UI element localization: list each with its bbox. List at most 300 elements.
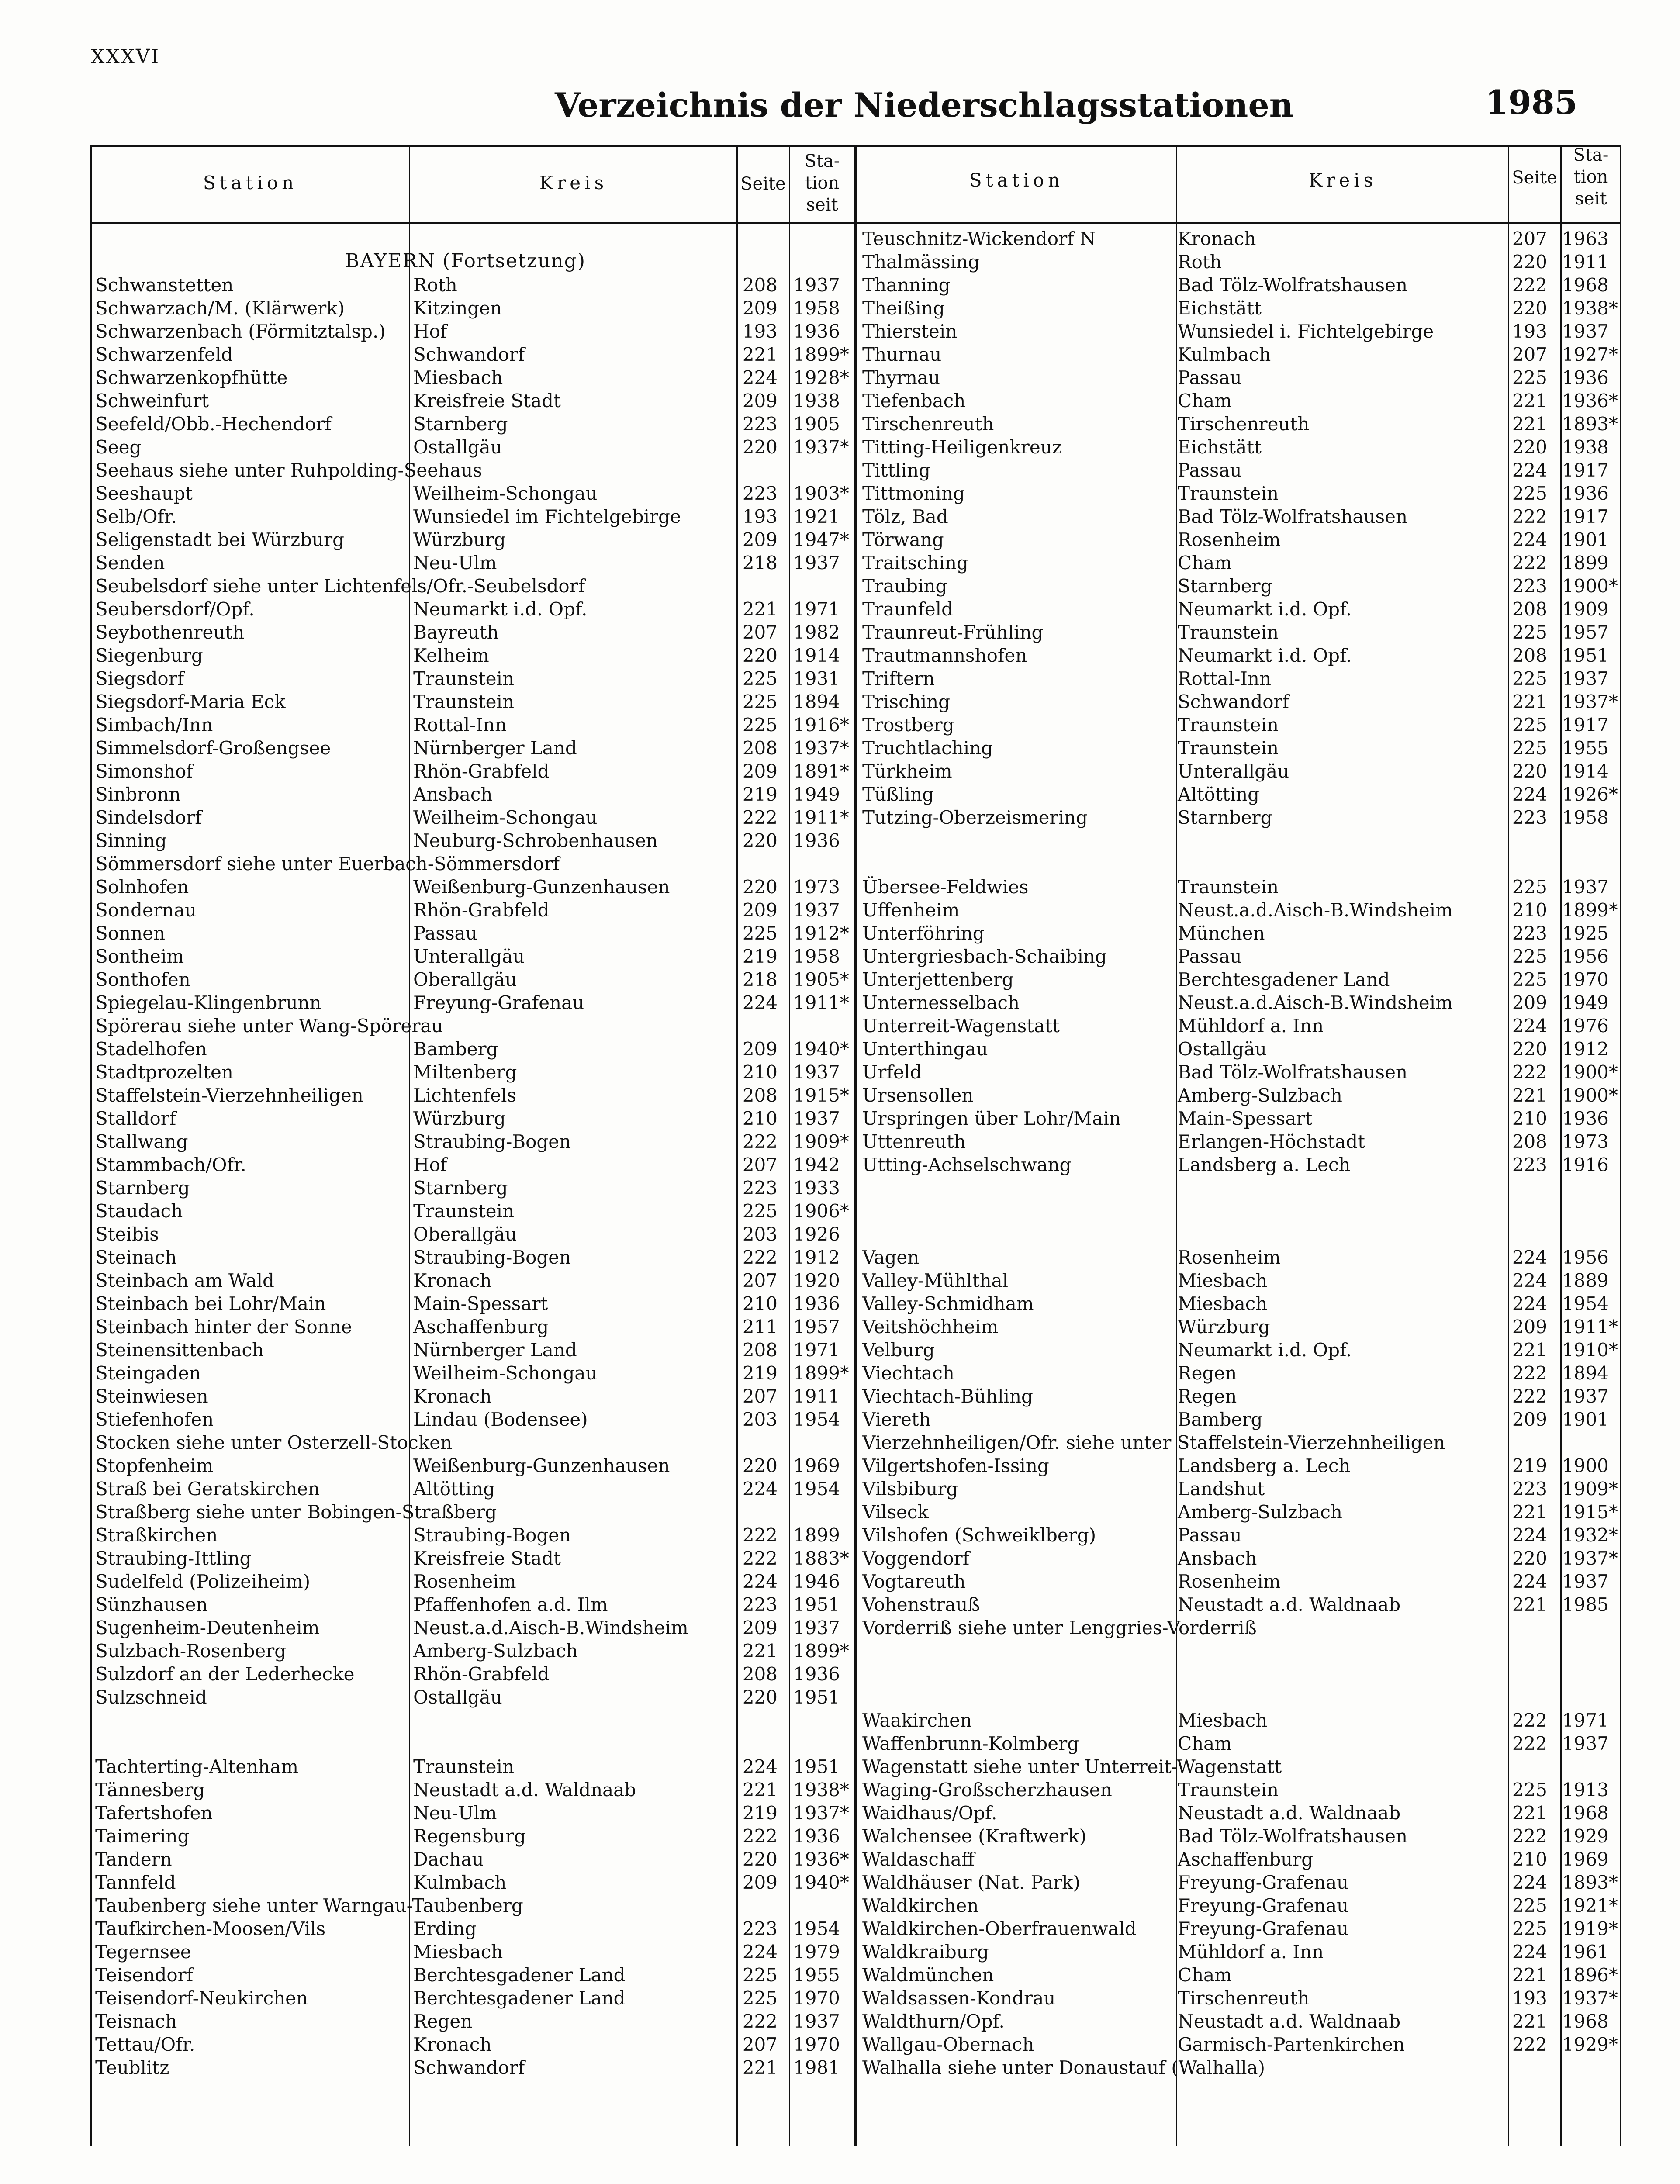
table-row: [95, 1801, 853, 1825]
page-ref: 222: [1512, 1733, 1547, 1754]
table-row: [862, 273, 1621, 297]
station-name: Schwanstetten: [95, 274, 234, 296]
table-row: [862, 1269, 1621, 1292]
station-name: Unterjettenberg: [862, 969, 1014, 990]
page-ref: 209: [1512, 1409, 1547, 1430]
page-ref: 193: [1512, 1987, 1547, 2009]
since-year: 1936*: [793, 1849, 849, 1870]
kreis-name: Neustadt a.d. Waldnaab: [1178, 2011, 1401, 2032]
kreis-name: Miesbach: [413, 367, 503, 388]
table-row: [862, 1709, 1621, 1732]
station-name: Tafertshofen: [95, 1802, 213, 1824]
kreis-name: Miesbach: [1178, 1710, 1268, 1731]
page-ref: 224: [742, 1941, 778, 1963]
table-row: [95, 1246, 853, 1269]
since-year: 1957: [793, 1316, 840, 1337]
kreis-name: Neumarkt i.d. Opf.: [413, 598, 588, 620]
table-row: [862, 459, 1621, 482]
kreis-name: Mühldorf a. Inn: [1178, 1015, 1324, 1037]
table-row: [95, 1570, 853, 1593]
since-year: 1893*: [1562, 1872, 1618, 1893]
since-year: 1969: [1562, 1849, 1609, 1870]
since-year: 1956: [1562, 946, 1609, 967]
station-name: Tännesberg: [95, 1779, 205, 1800]
since-year: 1891*: [793, 760, 849, 782]
station-name: Taufkirchen-Moosen/Vils: [95, 1918, 326, 1939]
table-row: [95, 783, 853, 806]
since-year: 1917: [1562, 714, 1609, 736]
station-name: Traunfeld: [862, 598, 953, 620]
table-row: [95, 1385, 853, 1408]
kreis-name: Freyung-Grafenau: [413, 992, 584, 1013]
since-year: 1973: [793, 876, 840, 898]
station-name: Straßkirchen: [95, 1524, 218, 1546]
kreis-name: Traunstein: [1178, 876, 1279, 898]
page-ref: 222: [1512, 1710, 1547, 1731]
since-year: 1937*: [793, 737, 849, 759]
since-year: 1921*: [1562, 1895, 1618, 1916]
since-year: 1958: [793, 946, 840, 967]
kreis-name: Freyung-Grafenau: [1178, 1895, 1349, 1916]
table-row: [862, 551, 1621, 574]
table-row: [95, 343, 853, 366]
page-ref: 225: [1512, 737, 1547, 759]
station-name: Sulzdorf an der Lederhecke: [95, 1663, 355, 1685]
station-name: Sinbronn: [95, 784, 181, 805]
page-ref: 225: [742, 691, 778, 712]
page-ref: 221: [1512, 1339, 1547, 1361]
table-row: [862, 1199, 1621, 1223]
since-year: 1942: [793, 1154, 840, 1175]
table-row: [95, 1084, 853, 1107]
page-ref: 224: [742, 367, 778, 388]
page-ref: 225: [742, 714, 778, 736]
since-year: 1949: [1562, 992, 1609, 1013]
station-name: Siegsdorf-Maria Eck: [95, 691, 286, 712]
table-row: [95, 1871, 853, 1894]
kreis-name: Neu-Ulm: [413, 552, 497, 574]
table-row: [862, 250, 1621, 273]
since-year: 1982: [793, 622, 840, 643]
kreis-name: Bad Tölz-Wolfratshausen: [1178, 1061, 1408, 1083]
station-name: Tandern: [95, 1849, 172, 1870]
since-year: 1937*: [1562, 1548, 1618, 1569]
station-name: Voggendorf: [862, 1548, 970, 1569]
since-year: 1915*: [793, 1085, 849, 1106]
since-year: 1937: [793, 1108, 840, 1129]
table-row: [95, 2056, 853, 2079]
table-row: [862, 1084, 1621, 1107]
page-ref: 224: [1512, 784, 1547, 805]
table-row: [95, 1269, 853, 1292]
table-row: [862, 1686, 1621, 1709]
header-seit-right: Sta- tion seit: [1573, 145, 1609, 209]
since-year: 1951: [793, 1686, 840, 1708]
since-year: 1929: [1562, 1825, 1609, 1847]
station-name: Traitsching: [862, 552, 968, 574]
since-year: 1901: [1562, 529, 1609, 550]
page-ref: 224: [1512, 460, 1547, 481]
kreis-name: Neust.a.d.Aisch-B.Windsheim: [1178, 992, 1453, 1013]
page-ref: 208: [742, 1339, 778, 1361]
table-row: [95, 297, 853, 320]
page-ref: 209: [742, 529, 778, 550]
kreis-name: Schwandorf: [1178, 691, 1289, 712]
kreis-name: Neustadt a.d. Waldnaab: [1178, 1594, 1401, 1615]
station-name: Steinbach am Wald: [95, 1270, 274, 1291]
table-row: [862, 2033, 1621, 2056]
page-ref: 193: [1512, 321, 1547, 342]
station-name: Sulzbach-Rosenberg: [95, 1640, 287, 1662]
page-ref: 221: [742, 598, 778, 620]
page-ref: 222: [1512, 1386, 1547, 1407]
since-year: 1951: [1562, 645, 1609, 666]
table-row: [95, 898, 853, 922]
page-ref: 220: [742, 645, 778, 666]
since-year: 1951: [793, 1594, 840, 1615]
table-row: [95, 574, 853, 598]
since-year: 1921: [793, 506, 840, 527]
station-name: Teisendorf: [95, 1964, 194, 1986]
page-ref: 224: [742, 1478, 778, 1500]
page-ref: 224: [742, 992, 778, 1013]
page-ref: 222: [742, 807, 778, 828]
station-name: Sömmersdorf siehe unter Euerbach-Sömmersdorf: [95, 853, 560, 874]
kreis-name: Landshut: [1178, 1478, 1265, 1500]
kreis-name: Amberg-Sulzbach: [413, 1640, 578, 1662]
since-year: 1937*: [793, 436, 849, 458]
kreis-name: Unterallgäu: [413, 946, 525, 967]
table-row: [95, 1107, 853, 1130]
table-row: [95, 1153, 853, 1176]
table-row: [862, 713, 1621, 736]
kreis-name: Traunstein: [413, 691, 514, 712]
table-row: [95, 875, 853, 898]
since-year: 1909*: [793, 1131, 849, 1152]
kreis-name: Traunstein: [1178, 714, 1279, 736]
since-year: 1981: [793, 2057, 840, 2078]
station-name: Vogtareuth: [862, 1571, 966, 1592]
page-ref: 219: [742, 784, 778, 805]
kreis-name: Weilheim-Schongau: [413, 807, 598, 828]
table-row: [862, 806, 1621, 829]
page-ref: 220: [1512, 251, 1547, 273]
page-ref: 221: [742, 2057, 778, 2078]
table-row: [862, 760, 1621, 783]
since-year: 1917: [1562, 506, 1609, 527]
since-year: 1899*: [1562, 899, 1618, 921]
table-row: [862, 1477, 1621, 1500]
since-year: 1938*: [793, 1779, 849, 1800]
table-row: [862, 1061, 1621, 1084]
table-row: [862, 1292, 1621, 1315]
table-row: [95, 829, 853, 852]
station-name: Teuschnitz-Wickendorf N: [862, 228, 1096, 249]
since-year: 1889: [1562, 1270, 1609, 1291]
kreis-name: Bamberg: [1178, 1409, 1263, 1430]
table-row: [95, 2010, 853, 2033]
page-ref: 225: [1512, 1895, 1547, 1916]
table-row: [862, 1778, 1621, 1801]
page-ref: 223: [1512, 575, 1547, 597]
table-row: [862, 667, 1621, 690]
kreis-name: Regen: [1178, 1386, 1237, 1407]
table-row: [862, 1917, 1621, 1940]
kreis-name: Neustadt a.d. Waldnaab: [1178, 1802, 1401, 1824]
station-name: Sonnen: [95, 923, 166, 944]
header-kreis-left: Kreis: [539, 172, 608, 194]
since-year: 1900: [1562, 1455, 1609, 1476]
table-row: [862, 320, 1621, 343]
since-year: 1883*: [793, 1548, 849, 1569]
page-ref: 193: [742, 506, 778, 527]
kreis-name: Roth: [413, 274, 457, 296]
table-row: [95, 435, 853, 459]
page-ref: 224: [1512, 1247, 1547, 1268]
station-name: Schwarzach/M. (Klärwerk): [95, 297, 345, 319]
since-year: 1900*: [1562, 1085, 1618, 1106]
page-ref: 224: [1512, 1270, 1547, 1291]
page-ref: 219: [742, 1362, 778, 1384]
kreis-name: Rhön-Grabfeld: [413, 899, 550, 921]
station-name: Waldhäuser (Nat. Park): [862, 1872, 1080, 1893]
kreis-name: Neumarkt i.d. Opf.: [1178, 598, 1352, 620]
page-ref: 224: [742, 1756, 778, 1777]
table-row: [862, 1639, 1621, 1662]
since-year: 1971: [1562, 1710, 1609, 1731]
station-name: Seehaus siehe unter Ruhpolding-Seehaus: [95, 460, 482, 481]
kreis-name: Schwandorf: [413, 2057, 525, 2078]
table-row: [95, 1223, 853, 1246]
table-row: [95, 1593, 853, 1616]
station-name: Staffelstein-Vierzehnheiligen: [95, 1085, 363, 1106]
table-row: [95, 1963, 853, 1987]
since-year: 1937: [793, 274, 840, 296]
kreis-name: Wunsiedel im Fichtelgebirge: [413, 506, 681, 527]
page-ref: 221: [1512, 390, 1547, 411]
kreis-name: Landsberg a. Lech: [1178, 1455, 1351, 1476]
page-ref: 221: [742, 344, 778, 365]
since-year: 1940*: [793, 1038, 849, 1060]
page-ref: 207: [1512, 344, 1547, 365]
page-ref: 225: [1512, 969, 1547, 990]
station-name: Seubelsdorf siehe unter Lichtenfels/Ofr.-Seubelsdorf: [95, 575, 585, 597]
station-name: Uffenheim: [862, 899, 960, 921]
kreis-name: Passau: [1178, 1524, 1242, 1546]
page-ref: 224: [1512, 1872, 1547, 1893]
kreis-name: Kitzingen: [413, 297, 502, 319]
station-name: Tittmoning: [862, 483, 965, 504]
table-row: [95, 806, 853, 829]
station-name: Velburg: [862, 1339, 935, 1361]
table-row: [95, 598, 853, 621]
table-row: [862, 343, 1621, 366]
since-year: 1912: [793, 1247, 840, 1268]
page-ref: 224: [1512, 1571, 1547, 1592]
station-name: Urfeld: [862, 1061, 922, 1083]
table-row: [862, 1894, 1621, 1917]
page-ref: 221: [1512, 1085, 1547, 1106]
page-ref: 220: [1512, 297, 1547, 319]
kreis-name: Rosenheim: [1178, 1571, 1281, 1592]
page-ref: 210: [1512, 1849, 1547, 1870]
page-ref: 225: [742, 1200, 778, 1222]
since-year: 1963: [1562, 228, 1609, 249]
since-year: 1970: [1562, 969, 1609, 990]
page-ref: 223: [742, 413, 778, 435]
station-name: Steingaden: [95, 1362, 201, 1384]
station-name: Steinbach bei Lohr/Main: [95, 1293, 326, 1314]
kreis-name: Garmisch-Partenkirchen: [1178, 2034, 1405, 2055]
station-name: Simmelsdorf-Großengsee: [95, 737, 331, 759]
table-row: [95, 968, 853, 991]
since-year: 1915*: [1562, 1501, 1618, 1523]
page-ref: 220: [742, 1686, 778, 1708]
table-row: [862, 829, 1621, 852]
header-station-left: Station: [203, 172, 298, 194]
since-year: 1899*: [793, 1640, 849, 1662]
table-row: [862, 598, 1621, 621]
table-row: [95, 1732, 853, 1755]
table-row: [862, 783, 1621, 806]
table-row: [862, 1107, 1621, 1130]
page-ref: 210: [1512, 899, 1547, 921]
station-name: Waldkraiburg: [862, 1941, 989, 1963]
station-name: Vierzehnheiligen/Ofr. siehe unter Staffelstein-Vierzehnheiligen: [862, 1432, 1445, 1453]
kreis-name: Hof: [413, 321, 447, 342]
page-ref: 210: [742, 1108, 778, 1129]
page-ref: 209: [742, 760, 778, 782]
station-name: Stallwang: [95, 1131, 188, 1152]
kreis-name: Traunstein: [413, 668, 514, 689]
page-ref: 222: [1512, 1825, 1547, 1847]
station-name: Viereth: [862, 1409, 931, 1430]
station-name: Sonthofen: [95, 969, 190, 990]
page-ref: 225: [1512, 622, 1547, 643]
since-year: 1940*: [793, 1872, 849, 1893]
kreis-name: Kronach: [1178, 228, 1256, 249]
since-year: 1937*: [1562, 1987, 1618, 2009]
station-name: Thyrnau: [862, 367, 940, 388]
station-name: Waldthurn/Opf.: [862, 2011, 1005, 2032]
station-name: Thierstein: [862, 321, 958, 342]
kreis-name: Kronach: [413, 1270, 492, 1291]
since-year: 1917: [1562, 460, 1609, 481]
kreis-name: Kronach: [413, 1386, 492, 1407]
since-year: 1936*: [1562, 390, 1618, 411]
table-row: [862, 1547, 1621, 1570]
since-year: 1899: [1562, 552, 1609, 574]
table-row: [95, 1037, 853, 1061]
page-number: XXXVI: [91, 45, 160, 68]
station-name: Viechtach-Bühling: [862, 1386, 1033, 1407]
kreis-name: Ansbach: [1178, 1548, 1257, 1569]
table-row: [862, 1825, 1621, 1848]
since-year: 1938: [793, 390, 840, 411]
station-name: Schweinfurt: [95, 390, 209, 411]
table-row: [95, 1894, 853, 1917]
since-year: 1926*: [1562, 784, 1618, 805]
since-year: 1893*: [1562, 413, 1618, 435]
station-name: Steibis: [95, 1223, 159, 1245]
station-name: Tittling: [862, 460, 931, 481]
table-row: [95, 713, 853, 736]
kreis-name: Rhön-Grabfeld: [413, 760, 550, 782]
kreis-name: Würzburg: [413, 1108, 506, 1129]
kreis-name: Miltenberg: [413, 1061, 517, 1083]
table-row: [862, 2010, 1621, 2033]
since-year: 1946: [793, 1571, 840, 1592]
kreis-name: Lindau (Bodensee): [413, 1409, 588, 1430]
table-row: [95, 1987, 853, 2010]
since-year: 1955: [1562, 737, 1609, 759]
page-ref: 222: [1512, 1061, 1547, 1083]
table-row: [95, 482, 853, 505]
station-name: Sünzhausen: [95, 1594, 208, 1615]
station-name: Steinbach hinter der Sonne: [95, 1316, 352, 1337]
since-year: 1909*: [1562, 1478, 1618, 1500]
page-ref: 220: [742, 1455, 778, 1476]
since-year: 1903*: [793, 483, 849, 504]
page-ref: 220: [742, 436, 778, 458]
since-year: 1971: [793, 1339, 840, 1361]
since-year: 1936: [793, 1825, 840, 1847]
table-row: [862, 1223, 1621, 1246]
kreis-name: Kelheim: [413, 645, 489, 666]
station-name: Waldaschaff: [862, 1849, 975, 1870]
kreis-name: Neust.a.d.Aisch-B.Windsheim: [413, 1617, 688, 1638]
page-ref: 210: [1512, 1108, 1547, 1129]
page-ref: 207: [742, 2034, 778, 2055]
station-name: Utting-Achselschwang: [862, 1154, 1072, 1175]
table-row: [862, 875, 1621, 898]
since-year: 1912: [1562, 1038, 1609, 1060]
page-ref: 224: [1512, 1524, 1547, 1546]
page-ref: 220: [1512, 436, 1547, 458]
station-name: Walchensee (Kraftwerk): [862, 1825, 1087, 1847]
station-name: Teisnach: [95, 2011, 177, 2032]
page-ref: 220: [742, 1849, 778, 1870]
since-year: 1937: [793, 552, 840, 574]
since-year: 1911: [1562, 251, 1609, 273]
since-year: 1971: [793, 598, 840, 620]
table-row: [95, 1477, 853, 1500]
kreis-name: Passau: [1178, 946, 1242, 967]
page-ref: 222: [1512, 274, 1547, 296]
station-name: Waldkirchen-Oberfrauenwald: [862, 1918, 1137, 1939]
table-row: [862, 297, 1621, 320]
station-name: Wallgau-Obernach: [862, 2034, 1034, 2055]
since-year: 1936: [793, 1663, 840, 1685]
table-row: [95, 1292, 853, 1315]
station-name: Straßberg siehe unter Bobingen-Straßberg: [95, 1501, 497, 1523]
kreis-name: Dachau: [413, 1849, 484, 1870]
since-year: 1936: [1562, 367, 1609, 388]
table-row: [862, 621, 1621, 644]
since-year: 1976: [1562, 1015, 1609, 1037]
since-year: 1911*: [1562, 1316, 1618, 1337]
kreis-name: Berchtesgadener Land: [413, 1987, 626, 2009]
station-name: Sinning: [95, 830, 167, 851]
table-row: [862, 2056, 1621, 2079]
kreis-name: Tirschenreuth: [1178, 413, 1310, 435]
station-name: Tettau/Ofr.: [95, 2034, 195, 2055]
page-ref: 209: [742, 297, 778, 319]
station-name: Ursensollen: [862, 1085, 974, 1106]
since-year: 1938: [1562, 436, 1609, 458]
station-name: Spiegelau-Klingenbrunn: [95, 992, 321, 1013]
kreis-name: Unterallgäu: [1178, 760, 1289, 782]
